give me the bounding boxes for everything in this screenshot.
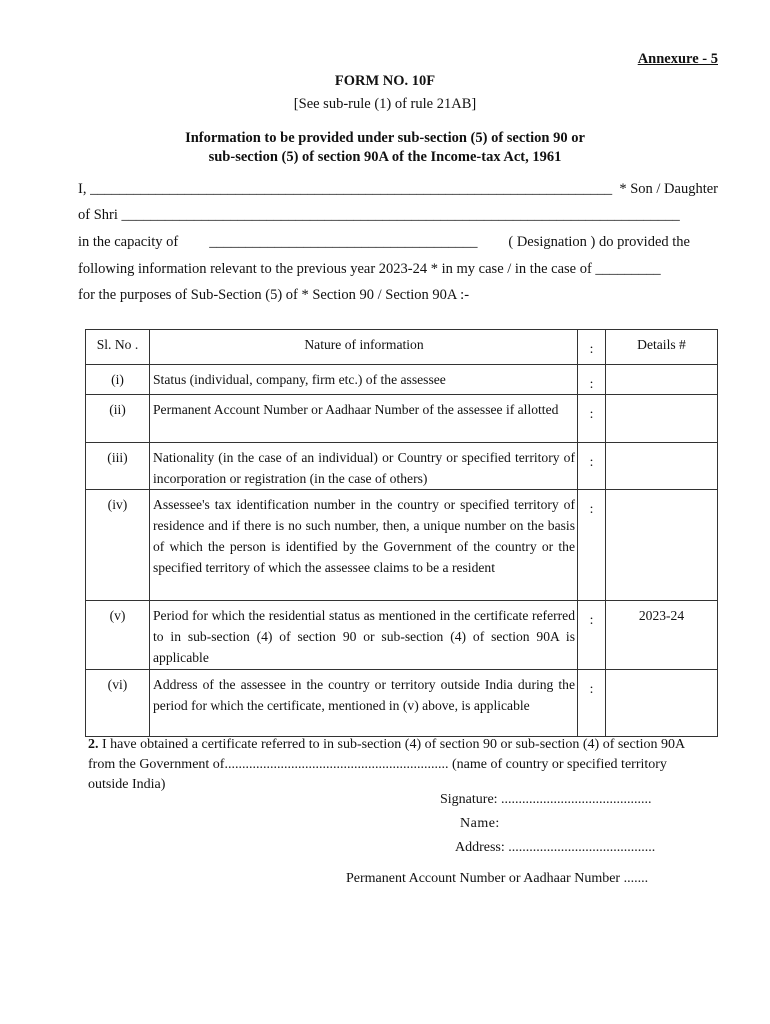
header-sl-no: Sl. No . bbox=[86, 330, 150, 365]
row-details[interactable] bbox=[606, 365, 718, 395]
form-title: FORM NO. 10F bbox=[334, 73, 436, 89]
row-colon: : bbox=[578, 365, 606, 395]
paragraph-2-number: 2. bbox=[88, 737, 99, 752]
row-details[interactable] bbox=[606, 443, 718, 490]
capacity-label: in the capacity of bbox=[78, 234, 179, 250]
declaration-line-4: following information relevant to the previous year 2023-24 * in my case / in the case of _________ bbox=[78, 261, 661, 277]
row-nature: Period for which the residential status as mentioned in the certificate referred to in sub-section (4) of section 90 or sub-section (4) of section 90A is applicable bbox=[150, 601, 578, 670]
row-details[interactable] bbox=[606, 395, 718, 443]
row-colon: : bbox=[578, 395, 606, 443]
designation-blank[interactable]: _____________________________________ bbox=[209, 234, 478, 250]
declaration-line-1 bbox=[78, 181, 718, 198]
name-blank[interactable]: ________________________________________________________________________ bbox=[90, 181, 613, 197]
sub-rule-reference: [See sub-rule (1) of rule 21AB] bbox=[293, 96, 477, 112]
row-nature: Nationality (in the case of an individual) or Country or specified territory of incorporation or registration (in the case of others) bbox=[150, 443, 578, 490]
declaration-prefix: I, bbox=[78, 181, 91, 197]
row-sl-no: (vi) bbox=[86, 670, 150, 737]
row-nature: Address of the assessee in the country or territory outside India during the period for which the certificate, mentioned in (v) above, is applicable bbox=[150, 670, 578, 737]
row-nature: Status (individual, company, firm etc.) of the assessee bbox=[150, 365, 578, 395]
designation-text: ( Designation ) do provided the bbox=[508, 234, 690, 250]
table-row bbox=[86, 670, 718, 737]
row-colon: : bbox=[578, 443, 606, 490]
row-details[interactable]: 2023-24 bbox=[606, 601, 718, 670]
paragraph-2-text: I have obtained a certificate referred to in sub-section (4) of section 90 or sub-section (4) of section 90A from the Government of................................................................ (name of country or specified territory outside India) bbox=[88, 737, 685, 792]
table-row bbox=[86, 601, 718, 670]
paragraph-2 bbox=[88, 735, 688, 795]
row-sl-no: (ii) bbox=[86, 395, 150, 443]
row-colon: : bbox=[578, 601, 606, 670]
table-header-row bbox=[86, 330, 718, 365]
name-field[interactable]: Name: bbox=[460, 816, 500, 831]
table-row bbox=[86, 395, 718, 443]
header-nature: Nature of information bbox=[150, 330, 578, 365]
row-sl-no: (v) bbox=[86, 601, 150, 670]
annexure-label: Annexure - 5 bbox=[637, 51, 718, 67]
row-colon: : bbox=[578, 670, 606, 737]
table-row bbox=[86, 365, 718, 395]
table-row bbox=[86, 443, 718, 490]
header-details: Details # bbox=[606, 330, 718, 365]
row-nature: Permanent Account Number or Aadhaar Number of the assessee if allotted bbox=[150, 395, 578, 443]
relation-text: * Son / Daughter bbox=[619, 181, 718, 197]
row-nature: Assessee's tax identification number in the country or specified territory of residence and if there is no such number, then, a unique number on the basis of which the person is identified by the Government of the country or the specified territory of which the assessee claims to be a resident bbox=[150, 490, 578, 601]
row-colon: : bbox=[578, 490, 606, 601]
heading-line-1: Information to be provided under sub-section (5) of section 90 or bbox=[185, 130, 585, 146]
header-colon: : bbox=[578, 330, 606, 365]
signature-field[interactable]: Signature: ........................................... bbox=[440, 792, 652, 807]
row-details[interactable] bbox=[606, 490, 718, 601]
declaration-line-5: for the purposes of Sub-Section (5) of * Section 90 / Section 90A :- bbox=[78, 287, 470, 303]
row-sl-no: (iv) bbox=[86, 490, 150, 601]
declaration-line-3 bbox=[78, 234, 690, 251]
table-row bbox=[86, 490, 718, 601]
row-sl-no: (iii) bbox=[86, 443, 150, 490]
address-field[interactable]: Address: .......................................... bbox=[455, 840, 656, 855]
heading-line-2: sub-section (5) of section 90A of the Income-tax Act, 1961 bbox=[208, 149, 562, 165]
declaration-line-2: of Shri _____________________________________________________________________________ bbox=[78, 207, 680, 223]
row-sl-no: (i) bbox=[86, 365, 150, 395]
row-details[interactable] bbox=[606, 670, 718, 737]
pan-aadhaar-field[interactable]: Permanent Account Number or Aadhaar Number ....... bbox=[346, 871, 649, 886]
information-table bbox=[85, 329, 718, 737]
